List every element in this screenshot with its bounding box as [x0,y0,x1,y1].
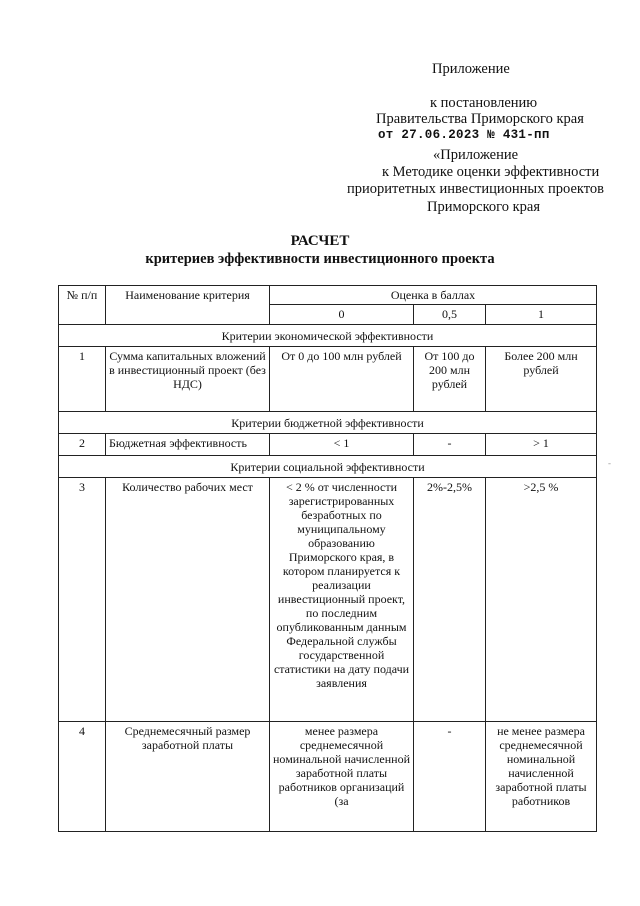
header-score-05: 0,5 [414,305,486,325]
row-score-1: не менее размера среднемесячной номинальной начисленной заработной платы работников [486,722,597,832]
section-row [59,412,597,434]
table-row [59,722,597,832]
row-num: 1 [59,347,106,412]
row-score-0: < 1 [270,434,414,456]
header-score-1: 1 [486,305,597,325]
document-title: РАСЧЕТ [290,233,350,249]
row-name: Бюджетная эффективность [106,434,270,456]
row-score-05: 2%-2,5% [414,478,486,722]
margin-mark: - [608,458,611,468]
row-name: Сумма капитальных вложений в инвестиционный проект (без НДС) [106,347,270,412]
table-row [59,478,597,722]
table-row [59,434,597,456]
row-score-05: - [414,434,486,456]
header-projects: приоритетных инвестиционных проектов [347,181,604,197]
row-score-1: > 1 [486,434,597,456]
row-num: 2 [59,434,106,456]
header-government: Правительства Приморского края [376,111,584,127]
table-header-row [59,286,597,305]
header-to-methodology: к Методике оценки эффективности [382,164,600,180]
row-score-05: - [414,722,486,832]
row-score-0: От 0 до 100 млн рублей [270,347,414,412]
header-score-0: 0 [270,305,414,325]
criteria-table [58,285,597,832]
section-economic: Критерии экономической эффективности [59,325,597,347]
header-region: Приморского края [427,199,541,215]
row-score-0: менее размера среднемесячной номинальной начисленной заработной платы работников организаций (за [270,722,414,832]
row-name: Среднемесячный размер заработной платы [106,722,270,832]
row-name: Количество рабочих мест [106,478,270,722]
section-budget: Критерии бюджетной эффективности [59,412,597,434]
header-to-resolution: к постановлению [430,95,538,111]
header-date-number: от 27.06.2023 № 431-пп [378,128,550,142]
section-row [59,456,597,478]
header-num-cell: № п/п [59,286,106,325]
row-num: 4 [59,722,106,832]
row-score-1: >2,5 % [486,478,597,722]
section-row [59,325,597,347]
row-score-0: < 2 % от численности зарегистрированных безработных по муниципальному образованию Приморского края, в котором планируется к реализации инвестиционный проект, по последним опубликованным данным Федеральной службы государственной статистики на дату подачи заявления [270,478,414,722]
section-social: Критерии социальной эффективности [59,456,597,478]
table-row [59,347,597,412]
header-name-cell: Наименование критерия [106,286,270,325]
row-score-05: От 100 до 200 млн рублей [414,347,486,412]
row-score-1: Более 200 млн рублей [486,347,597,412]
header-quote-appendix: «Приложение [433,147,519,163]
row-num: 3 [59,478,106,722]
header-score-cell: Оценка в баллах [270,286,597,305]
header-appendix: Приложение [432,61,510,77]
document-subtitle: критериев эффективности инвестиционного проекта [145,251,495,267]
